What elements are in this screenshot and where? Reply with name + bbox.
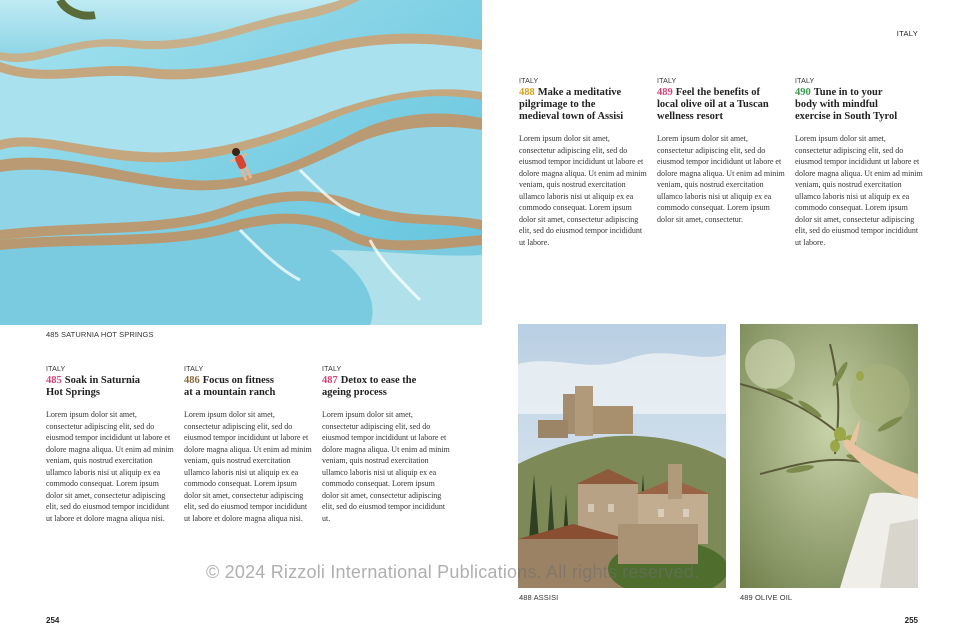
entry-title-line2: body with mindful <box>795 99 878 110</box>
entry-body: Lorem ipsum dolor sit amet, consectetur adipiscing elit, sed do eiusmod tempor incididunt ut labore et dolore magna aliqua. Ut enim ad minim veniam, quis nostrud exercitation ullamco laboris nisi ut aliquip ex ea commodo consequat. Lorem ipsum dolor sit amet, consectetur adipiscing elit, sed do eiusmod tempor incididunt ut labore et dolore magna aliqua nisi. <box>184 410 312 523</box>
entry-number: 486 <box>184 375 200 386</box>
olive-harvest-illustration <box>740 324 918 588</box>
entry-title <box>322 375 450 399</box>
right-page <box>482 0 964 643</box>
entry-title-line1: Detox to ease the <box>340 375 417 386</box>
entry-body: Lorem ipsum dolor sit amet, consectetur adipiscing elit, sed do eiusmod tempor incididunt ut labore et dolore magna aliqua. Ut enim ad minim veniam, quis nostrud exercitation ullamco laboris nisi ut aliquip ex ea commodo consequat. Lorem ipsum dolor sit amet, consectetur adipiscing elit, sed do eiusmod tempor incididunt ut labore. <box>519 134 647 247</box>
entry-title <box>795 87 923 123</box>
assisi-photo <box>518 324 726 588</box>
entry-title-line1: Feel the benefits of <box>675 87 761 98</box>
olive-oil-photo <box>740 324 918 588</box>
saturnia-pools-illustration <box>0 0 482 325</box>
entry-title <box>657 87 785 123</box>
entry-title-line2: ageing process <box>322 387 387 398</box>
entry-body: Lorem ipsum dolor sit amet, consectetur adipiscing elit, sed do eiusmod tempor incididunt ut labore et dolore magna aliqua. Ut enim ad minim veniam, quis nostrud exercitation ullamco laboris nisi ut aliquip ex ea commodo consequat. Lorem ipsum dolor sit amet, consectetur adipiscing elit, sed do eiusmod tempor incididunt ut labore. <box>795 134 923 247</box>
entry-number: 490 <box>795 87 811 98</box>
hero-caption: 485 SATURNIA HOT SPRINGS <box>46 330 154 339</box>
entry-title-line1: Make a meditative <box>537 87 622 98</box>
entry-title-line1: Focus on fitness <box>202 375 274 386</box>
entry-country: ITALY <box>519 78 539 85</box>
entry-488 <box>519 78 647 248</box>
entry-title-line2: at a mountain ranch <box>184 387 276 398</box>
page-number-right: 255 <box>904 616 918 625</box>
entry-body: Lorem ipsum dolor sit amet, consectetur adipiscing elit, sed do eiusmod tempor incididunt ut labore et dolore magna aliqua. Ut enim ad minim veniam, quis nostrud exercitation ullamco laboris nisi ut aliquip ex ea commodo consequat. Lorem ipsum dolor sit amet, consectetur. <box>657 134 785 224</box>
entry-country: ITALY <box>322 366 342 373</box>
entry-490 <box>795 78 923 248</box>
entry-country: ITALY <box>184 366 204 373</box>
page-number-left: 254 <box>46 616 60 625</box>
entry-title-line3: wellness resort <box>657 111 723 122</box>
entry-country: ITALY <box>795 78 815 85</box>
entry-number: 485 <box>46 375 62 386</box>
running-header: ITALY <box>896 29 918 38</box>
entry-title <box>519 87 647 123</box>
entry-485 <box>46 366 174 524</box>
saturnia-hot-springs-photo <box>0 0 482 325</box>
entry-title-line2: Hot Springs <box>46 387 100 398</box>
entry-body: Lorem ipsum dolor sit amet, consectetur adipiscing elit, sed do eiusmod tempor incididunt ut labore et dolore magna aliqua. Ut enim ad minim veniam, quis nostrud exercitation ullamco laboris nisi ut aliquip ex ea commodo consequat. Lorem ipsum dolor sit amet, consectetur adipiscing elit, sed do eiusmod tempor incididunt ut labore et dolore magna aliqua nisi. <box>46 410 174 523</box>
entry-487 <box>322 366 450 524</box>
entry-title-line1: Tune in to your <box>813 87 883 98</box>
entry-486 <box>184 366 312 524</box>
entry-title-line3: medieval town of Assisi <box>519 111 624 122</box>
entry-body: Lorem ipsum dolor sit amet, consectetur adipiscing elit, sed do eiusmod tempor incididunt ut labore et dolore magna aliqua. Ut enim ad minim veniam, quis nostrud exercitation ullamco laboris nisi ut aliquip ex ea commodo consequat. Lorem ipsum dolor sit amet, consectetur adipiscing elit, sed do eiusmod tempor incididunt ut. <box>322 410 450 523</box>
entry-title-line3: exercise in South Tyrol <box>795 111 898 122</box>
assisi-illustration <box>518 324 726 588</box>
entry-number: 487 <box>322 375 338 386</box>
assisi-caption: 488 ASSISI <box>519 593 559 602</box>
olive-oil-caption: 489 OLIVE OIL <box>740 593 793 602</box>
entry-number: 488 <box>519 87 535 98</box>
entry-489 <box>657 78 785 225</box>
entry-title <box>184 375 312 399</box>
copyright-watermark: © 2024 Rizzoli International Publications. All rights reserved. <box>206 562 700 582</box>
entry-country: ITALY <box>46 366 66 373</box>
entry-title <box>46 375 174 399</box>
entry-title-line2: local olive oil at a Tuscan <box>657 99 769 110</box>
entry-country: ITALY <box>657 78 677 85</box>
entry-number: 489 <box>657 87 673 98</box>
entry-title-line2: pilgrimage to the <box>519 99 596 110</box>
entry-title-line1: Soak in Saturnia <box>64 375 141 386</box>
